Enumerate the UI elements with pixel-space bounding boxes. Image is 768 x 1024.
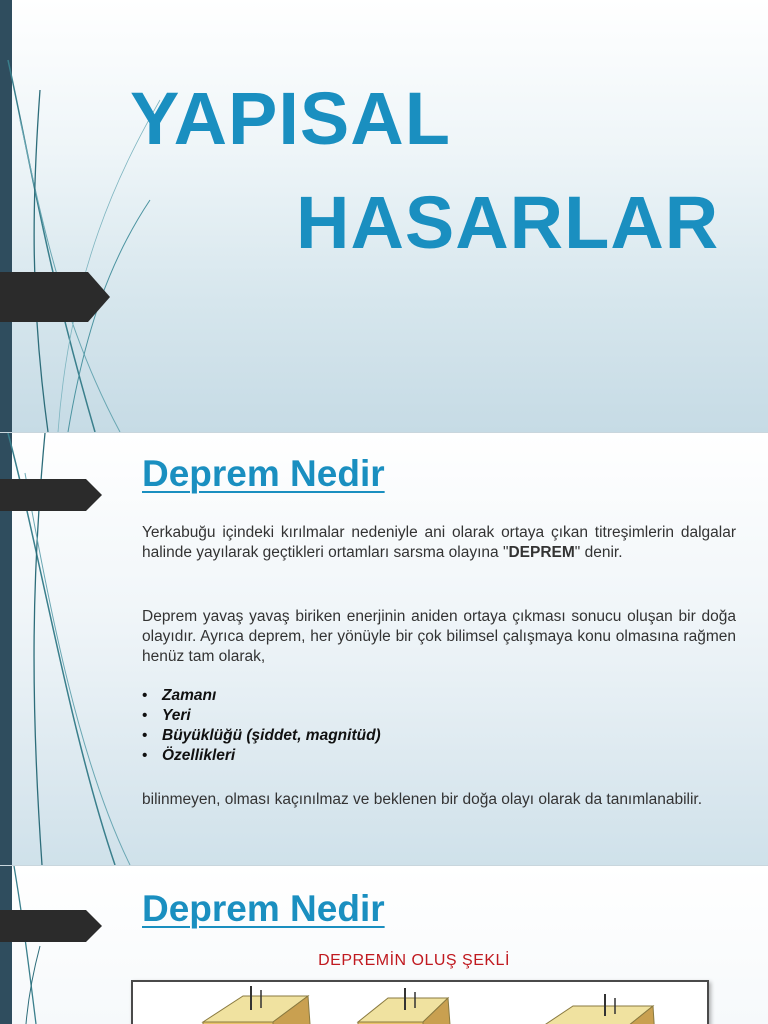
arrow-tab-decoration [0, 479, 104, 511]
deprem-keyword: DEPREM [508, 544, 575, 561]
list-item-text: Yeri [162, 707, 191, 724]
conclusion-paragraph: bilinmeyen, olması kaçınılmaz ve beklenen bir doğa olayı olarak da tanımlanabilir. [142, 791, 703, 808]
decorative-curves [0, 0, 200, 432]
fault-block-1 [203, 986, 311, 1024]
bullet-dot: • [142, 687, 148, 704]
list-item [142, 706, 381, 726]
presentation-title-line1: YAPISAL [130, 77, 451, 160]
section-heading: Deprem Nedir [142, 453, 385, 494]
unknowns-list [142, 686, 381, 766]
list-item-text: Zamanı [162, 687, 217, 704]
description-paragraph: Deprem yavaş yavaş biriken enerjinin aniden ortaya çıkması sonucu oluşan bir doğa olayıdır. Ayrıca deprem, her yönüyle bir çok bilimsel çalışmaya konu olmasına rağmen henüz tam olarak, [142, 608, 736, 665]
figure-caption: DEPREMİN OLUŞ ŞEKLİ [318, 952, 510, 969]
bullet-dot: • [142, 727, 148, 744]
fault-block-3 [543, 994, 655, 1024]
list-item-text: Özellikleri [162, 747, 236, 764]
definition-text-part1: Yerkabuğu içindeki kırılmalar nedeniyle ani olarak ortaya çıkan titreşimlerin dalgalar halinde yayılarak geçtikleri ortamları sarsma olayına " [142, 524, 736, 561]
bullet-dot: • [142, 707, 148, 724]
arrow-tab-decoration [0, 910, 104, 942]
definition-slide [0, 433, 768, 865]
list-item [142, 726, 381, 746]
definition-paragraph [142, 523, 736, 563]
arrow-tab-decoration [0, 272, 112, 322]
title-slide [0, 0, 768, 432]
list-item [142, 746, 381, 766]
section-heading: Deprem Nedir [142, 888, 385, 929]
bullet-dot: • [142, 747, 148, 764]
formation-slide [0, 866, 768, 1024]
presentation-title-line2: HASARLAR [296, 181, 720, 264]
decorative-curves [0, 866, 60, 1024]
fault-block-2 [358, 988, 451, 1024]
fault-diagram-figure [131, 980, 709, 1024]
fault-blocks-illustration [133, 982, 703, 1024]
list-item-text: Büyüklüğü (şiddet, magnitüd) [162, 727, 381, 744]
list-item [142, 686, 381, 706]
definition-text-part2: " denir. [574, 544, 623, 561]
